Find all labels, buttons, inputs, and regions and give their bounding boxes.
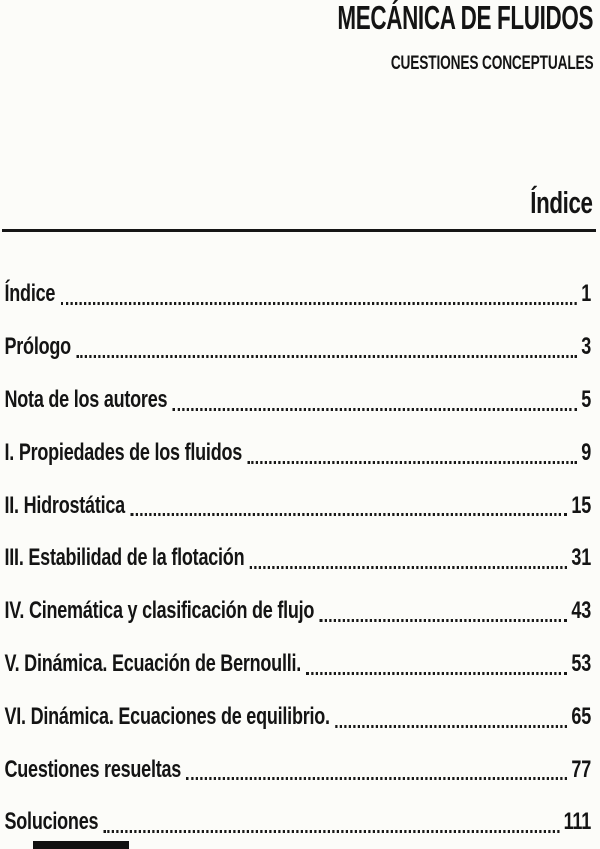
toc-row (0, 638, 600, 691)
toc-row (0, 532, 600, 585)
toc-entry-page: 65 (571, 702, 591, 730)
toc-row (0, 426, 600, 479)
dot-leader (76, 355, 577, 358)
toc-entry-page: 15 (571, 491, 591, 519)
section-heading-text: Índice (530, 185, 593, 220)
scan-artifact-bar (33, 841, 129, 849)
dot-leader (173, 408, 577, 411)
dot-leader (306, 672, 567, 675)
toc-row (0, 479, 600, 532)
toc-entry-page: 53 (571, 649, 591, 677)
toc-entry-page: 3 (581, 333, 591, 361)
dot-leader (104, 830, 560, 833)
dot-leader (60, 302, 576, 305)
dot-leader (186, 777, 567, 780)
toc-entry-label: Índice (4, 280, 56, 308)
toc-row (0, 321, 600, 374)
dot-leader (335, 725, 567, 728)
table-of-contents (0, 268, 600, 849)
toc-entry-page: 9 (581, 438, 591, 466)
toc-entry-page: 31 (571, 544, 591, 572)
toc-row (0, 743, 600, 796)
toc-entry-page: 43 (571, 597, 591, 625)
toc-entry-label: II. Hidrostática (4, 491, 125, 519)
dot-leader (247, 461, 576, 464)
toc-entry-label: V. Dinámica. Ecuación de Bernoulli. (4, 649, 302, 677)
book-subtitle (0, 52, 593, 77)
toc-row (0, 374, 600, 427)
toc-entry-label: Soluciones (4, 808, 99, 836)
toc-row (0, 690, 600, 743)
toc-entry-label: III. Estabilidad de la flotación (4, 544, 245, 572)
toc-row (0, 268, 600, 321)
toc-entry-label: Prólogo (4, 333, 71, 361)
toc-entry-label: VI. Dinámica. Ecuaciones de equilibrio. (4, 702, 330, 730)
toc-entry-label: IV. Cinemática y clasificación de flujo (4, 597, 315, 625)
toc-entry-page: 5 (581, 385, 591, 413)
toc-entry-page: 77 (571, 755, 591, 783)
toc-entry-label: Nota de los autores (4, 385, 168, 413)
toc-entry-label: Cuestiones resueltas (4, 755, 182, 783)
dot-leader (319, 619, 566, 622)
dot-leader (250, 566, 567, 569)
book-title-text: MECÁNICA DE FLUIDOS (337, 0, 593, 36)
dot-leader (130, 513, 567, 516)
toc-row (0, 585, 600, 638)
toc-entry-page: 111 (563, 808, 591, 836)
book-title (0, 0, 593, 43)
section-heading (0, 184, 593, 228)
toc-entry-page: 1 (581, 280, 591, 308)
heading-rule (2, 229, 596, 232)
book-subtitle-text: CUESTIONES CONCEPTUALES (390, 53, 593, 74)
toc-entry-label: I. Propiedades de los fluidos (4, 438, 243, 466)
